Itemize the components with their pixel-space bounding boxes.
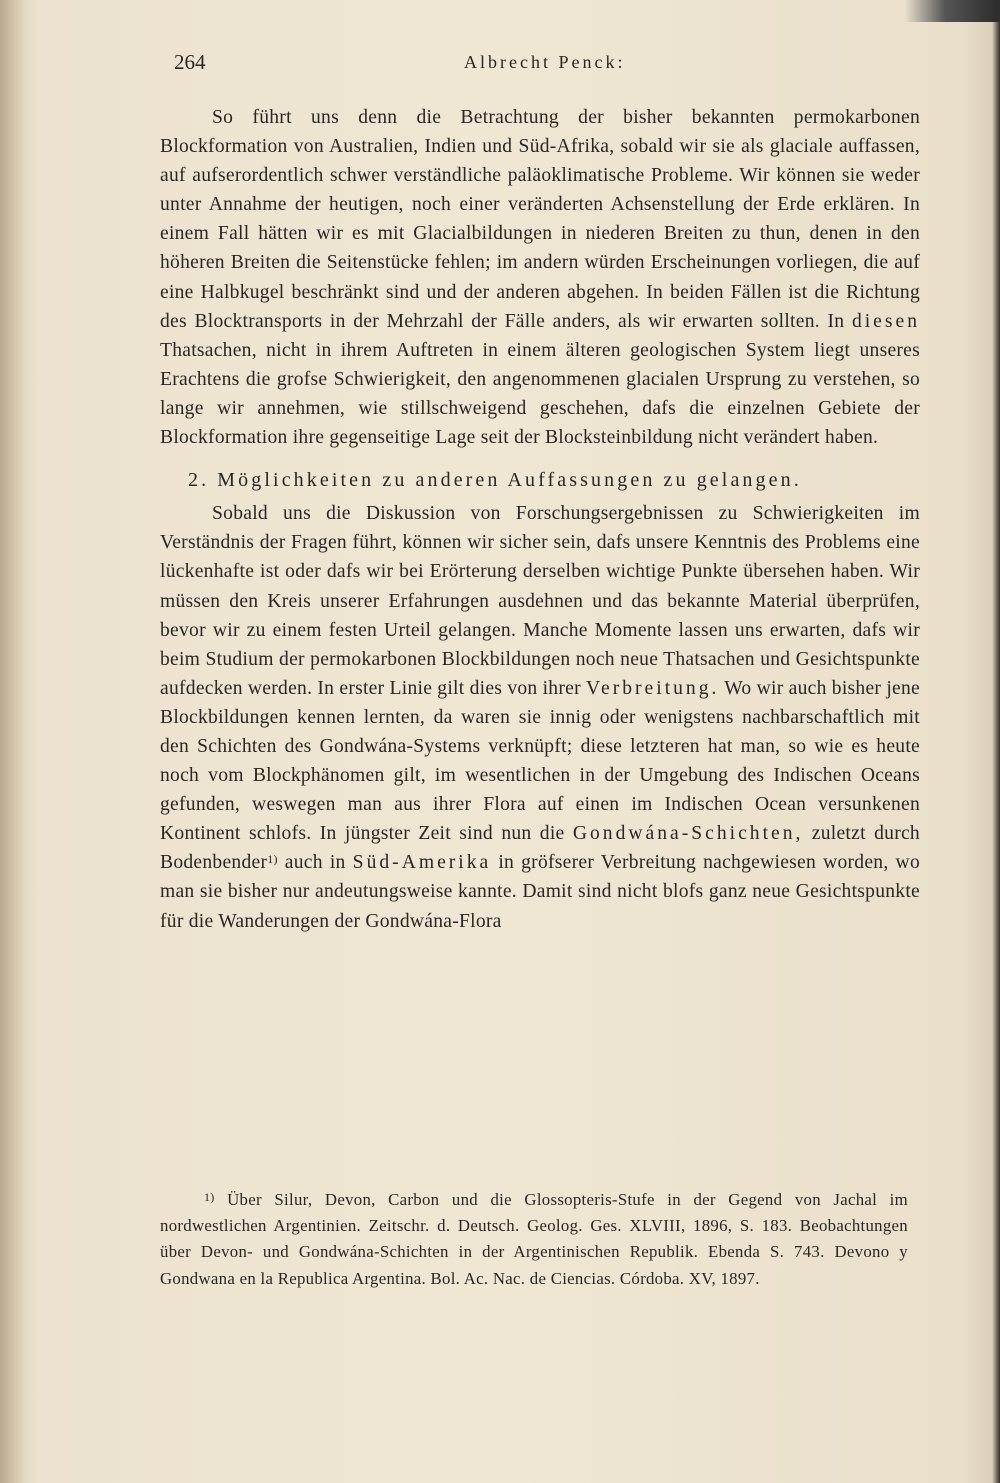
emphasis-sued-amerika: Süd-Amerika xyxy=(352,852,492,874)
footnote xyxy=(160,1187,908,1292)
page-header xyxy=(174,50,918,80)
footnote-paragraph xyxy=(160,1187,908,1292)
scan-right-edge xyxy=(992,0,1000,1483)
paragraph-1-lead: In xyxy=(827,310,845,332)
paragraph-2-part-5: in gröfserer Verbreitung nachgewiesen worden, wo man sie bisher nur andeutungsweise kannte. Damit sind nicht blofs ganz neue Gesichtspunkte für die Wanderungen der Gondwána-Flora xyxy=(160,852,920,932)
paragraph-2-part-2: Wo wir auch bisher jene Blockbildungen kennen lernten, da waren sie innig oder wenigstens nachbarschaftlich mit den Schichten des Gondwána-Systems verknüpft; diese letzteren hat man, so wie es heute noch vom Blockphänomen gilt, im wesentlichen in der Umgebung des Indischen Oceans gefunden, weswegen man aus ihrer Flora auf einen im Indischen Ocean versunkenen Kontinent schlofs. In jüngster Zeit sind nun die xyxy=(160,677,920,845)
paragraph-1-tail: Thatsachen, nicht in ihrem Auftreten in einem älteren geologischen System liegt unseres Erachtens die grofse Schwierigkeit, den angenommenen glacialen Ursprung zu verstehen, so lange wir annehmen, wie stillschweigend geschehen, dafs die einzelnen Gebiete der Blockformation ihre gegenseitige Lage seit der Blocksteinbildung nicht verändert haben. xyxy=(160,339,920,449)
page-number: 264 xyxy=(174,50,206,74)
paragraph-2-part-4: auch in xyxy=(284,852,346,874)
running-head: Albrecht Penck: xyxy=(464,52,626,72)
emphasis-gondwana-schichten: Gondwána-Schichten, xyxy=(572,823,804,845)
binding-shadow xyxy=(0,0,26,1483)
footnote-reference[interactable]: 1) xyxy=(267,852,278,867)
footnote-marker: 1) xyxy=(204,1190,215,1204)
body-text xyxy=(160,103,920,936)
section-heading: 2. Möglichkeiten zu anderen Auffassungen zu gelangen. xyxy=(188,469,802,492)
emphasis-diesen: diesen xyxy=(851,310,920,332)
emphasis-verbreitung: Verbreitung. xyxy=(586,677,720,699)
paragraph-2-part-3: zuletzt durch Bodenbender xyxy=(160,823,920,874)
paragraph-2 xyxy=(160,499,920,935)
paragraph-1-text: So führt uns denn die Betrachtung der bisher bekannten permokarbonen Blockformation von Australien, Indien und Süd-Afrika, sobald wir sie als glaciale auffassen, auf aufserordentlich schwer verständliche paläoklimatische Probleme. Wir können sie weder unter Annahme der heutigen, noch einer veränderten Achsenstellung der Erde erklären. In einem Fall hätten wir es mit Glacialbildungen in niederen Breiten zu thun, denen in den höheren Breiten die Seitenstücke fehlen; im andern würden Erscheinungen vorliegen, die auf eine Halbkugel beschränkt sind und der anderen abgehen. In beiden Fällen ist die Richtung des Blocktransports in der Mehrzahl der Fälle anders, als wir erwarten sollten. xyxy=(160,107,920,332)
scan-corner-edge xyxy=(905,0,1000,22)
footnote-text: Über Silur, Devon, Carbon und die Glossopteris-Stufe in der Gegend von Jachal im nordwestlichen Argentinien. Zeitschr. d. Deutsch. Geolog. Ges. XLVIII, 1896, S. 183. Beobachtungen über Devon- und Gondwána-Schichten in der Argentinischen Republik. Ebenda S. 743. Devono y Gondwana en la Republica Argentina. Bol. Ac. Nac. de Ciencias. Córdoba. XV, 1897. xyxy=(160,1190,908,1288)
paragraph-1 xyxy=(160,103,920,452)
paragraph-2-part-1: Sobald uns die Diskussion von Forschungsergebnissen zu Schwierigkeiten im Verständnis der Fragen führt, können wir sicher sein, dafs unsere Kenntnis des Problems eine lückenhafte ist oder dafs wir bei Erörterung derselben wichtige Punkte übersehen haben. Wir müssen den Kreis unserer Erfahrungen ausdehnen und das bekannte Material überprüfen, bevor wir zu einem festen Urteil gelangen. Manche Momente lassen uns erwarten, dafs wir beim Studium der permokarbonen Blockbildungen noch neue Thatsachen und Gesichtspunkte aufdecken werden. In erster Linie gilt dies von ihrer xyxy=(160,503,920,699)
